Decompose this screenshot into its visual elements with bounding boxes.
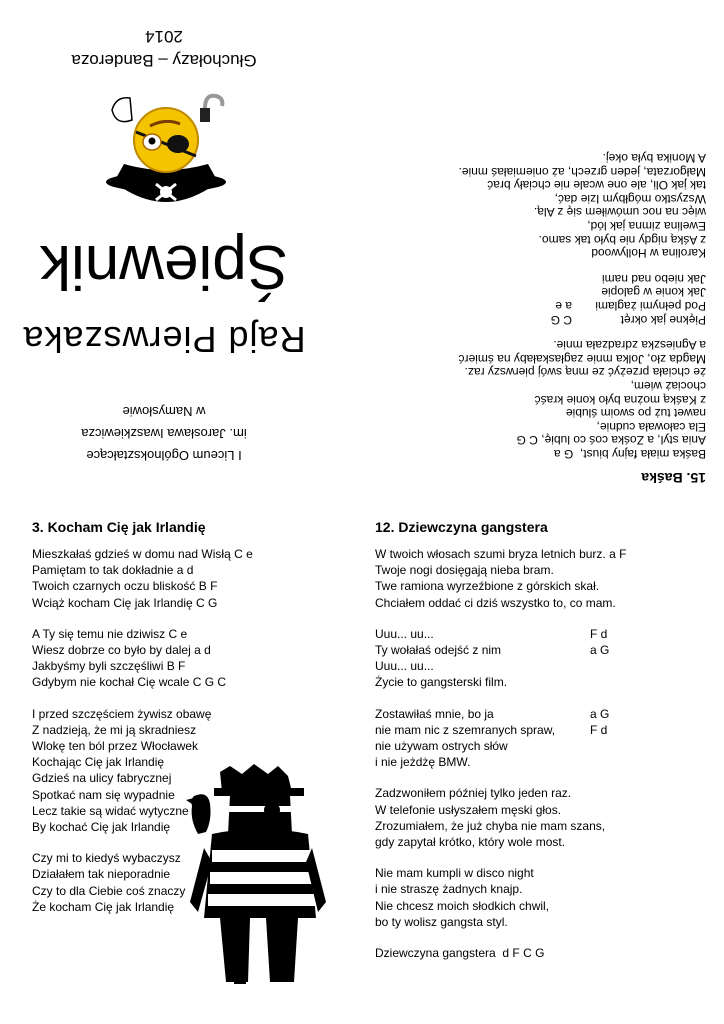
lyric-line: bo ty wolisz gangsta styl. <box>375 914 508 929</box>
place-text: Głuchołazy – Banderoza <box>71 51 257 70</box>
pirate-figure-icon <box>180 762 330 987</box>
year-text: 2014 <box>145 27 183 46</box>
final-line: Dziewczyna gangstera d F C G <box>375 946 545 961</box>
lyric-line: Lecz takie są widać wytyczne <box>32 803 189 818</box>
lyric-line: Zadzwoniłem później tylko jeden raz. <box>375 786 572 801</box>
lyric-line: Życie to gangsterski film. <box>375 675 508 690</box>
verse-1 <box>459 338 706 460</box>
lyric-line: Z nadzieją, że mi ją skradniesz <box>32 722 197 737</box>
songbook-title: Śpiewnik <box>39 232 289 301</box>
lyric-line: Twoich czarnych oczu bliskość B F <box>32 579 218 594</box>
verse <box>32 546 253 611</box>
lyric-line: Twe ramiona wyrzeźbione z górskich skał. <box>375 579 600 594</box>
lyric-line: Ania styl, a Zośka coś co lubię, C G <box>516 433 706 448</box>
lyric-line: nie używam ostrych słów <box>375 739 508 754</box>
lyric-line: Kochając Cię jak Irlandię <box>32 755 165 770</box>
lyric-line: Ty wołałaś odejść z nim a G <box>375 643 610 658</box>
song-baska-page <box>366 0 706 512</box>
lyric-line: A Ty się temu nie dziwisz C e <box>32 626 188 641</box>
lyric-line: Że kocham Cię jak Irlandię <box>32 899 175 914</box>
pirate-emoji-icon <box>96 82 236 222</box>
lyric-line: I przed szczęściem żywisz obawę <box>32 706 212 721</box>
lyric-line: Ewelina zimna jak lód, <box>587 219 706 234</box>
chorus <box>375 626 705 691</box>
verse-2 <box>459 151 706 260</box>
lyric-line: Jak konie w galopie <box>601 285 706 300</box>
song-title: 3. Kocham Cię jak Irlandię <box>32 519 206 535</box>
lyric-line: Zostawiłaś mnie, bo ja a G <box>375 706 610 721</box>
lyric-line: Karolina w Hollywood <box>591 246 706 261</box>
lyric-line: A Monika była okej. <box>602 151 706 166</box>
verse <box>375 546 705 611</box>
song-irlandia-page <box>30 512 360 1024</box>
lyric-line: z Aśką nigdy nie było tak samo. <box>538 232 706 247</box>
lyric-line: Jak niebo nad nami <box>601 271 706 286</box>
lyric-line: tak jak Oli, ale one wcale nie chciały brać <box>487 178 706 193</box>
song-gangster-page <box>375 512 705 1024</box>
lyric-line: Uuu... uu... <box>375 659 434 674</box>
song-title: 12. Dziewczyna gangstera <box>375 519 548 535</box>
lyric-line: Czy mi to kiedyś wybaczysz <box>32 851 181 866</box>
verse <box>375 706 705 771</box>
lyric-line: Mieszkałaś gdzieś w domu nad Wisłą C e <box>32 547 253 561</box>
lyric-line: Czy to dla Ciebie coś znaczy <box>32 883 186 898</box>
lyric-line: Nie chcesz moich słodkich chwil, <box>375 898 550 913</box>
lyric-line: chociaż wiem, <box>630 379 706 394</box>
lyric-line: W twoich włosach szumi bryza letnich burz. a F <box>375 547 627 561</box>
lyric-line: nawet tuż po swoim ślubie <box>565 406 706 421</box>
lyric-line: Wszystko mógłbym Izie dać, <box>554 191 706 206</box>
lyric-line: Baśka miała fajny biust, G a <box>553 447 706 461</box>
lyric-line: Spotkać nam się wypadnie <box>32 787 175 802</box>
event-title: Rajd Pierwszaka <box>22 319 306 360</box>
lyric-line: Twoje nogi dosięgają nieba bram. <box>375 563 554 578</box>
lyric-line: Wlokę ten ból przez Włocławek <box>32 739 199 754</box>
school-name <box>4 400 324 466</box>
lyric-line: By kochać Cię jak Irlandię <box>32 820 171 835</box>
lyric-line: i nie straszę żadnych knajp. <box>375 882 523 897</box>
lyric-line: Ela całowała cudnie, <box>596 419 706 434</box>
lyric-line: a Agnieszka zdradzała mnie. <box>553 338 706 353</box>
place-and-year <box>4 24 324 72</box>
lyric-line: Zrozumiałem, że już chyba nie mam szans, <box>375 818 606 833</box>
school-line: im. Jarosława Iwaszkiewicza <box>81 426 247 441</box>
lyric-line: Pamiętam to tak dokładnie a d <box>32 563 194 578</box>
lyric-line: Pod pełnymi żaglami a e <box>555 299 706 314</box>
cover-page <box>4 0 324 512</box>
verse <box>375 785 705 850</box>
lyric-line: więc na noc umówiłem się z Alą. <box>533 205 706 220</box>
lyric-line: Nie mam kumpli w disco night <box>375 866 534 881</box>
lyric-line: Gdzieś na ulicy fabrycznej <box>32 771 172 786</box>
lyric-line: i nie jeżdżę BMW. <box>375 755 471 770</box>
lyric-line: Chciałem oddać ci dziś wszystko to, co mam. <box>375 595 616 610</box>
school-line: I Liceum Ogólnokształcące <box>86 448 242 463</box>
chorus <box>459 271 706 325</box>
lyric-line: Wiesz dobrze co było by dalej a d <box>32 643 211 658</box>
lyric-line: nie mam nic z szemranych spraw, F d <box>375 722 608 737</box>
lyric-line: Piękne jak okręt C G <box>550 312 706 327</box>
lyric-line: Uuu... uu... F d <box>375 626 608 641</box>
lyric-line: Magda zło, Jolka mnie zagłaskałaby na śmierć <box>458 351 706 366</box>
bottom-half <box>0 512 724 1024</box>
lyric-line: że chciała przeżyć ze mną swój pierwszy raz. <box>464 365 706 380</box>
lyric-line: gdy zapytał krótko, który wole most. <box>375 835 566 850</box>
verse <box>375 865 705 930</box>
song-title: 15. Baśka <box>641 470 706 486</box>
lyric-line: Gdybym nie kochał Cię wcale C G C <box>32 675 227 690</box>
lyric-line: Wciąż kocham Cię jak Irlandię C G <box>32 595 218 610</box>
lyric-line: W telefonie usłyszałem męski głos. <box>375 802 562 817</box>
lyric-line: Działałem tak nieporadnie <box>32 867 171 882</box>
verse <box>32 626 253 691</box>
lyric-line: Małgorzata, jeden grzech, aż oniemiałaś mnie. <box>458 164 706 179</box>
lyric-line: Jakbyśmy byli szczęśliwi B F <box>32 659 186 674</box>
school-line: w Namysłowie <box>122 404 206 419</box>
lyric-line: z Kaśką można było konie kraść <box>534 392 706 407</box>
